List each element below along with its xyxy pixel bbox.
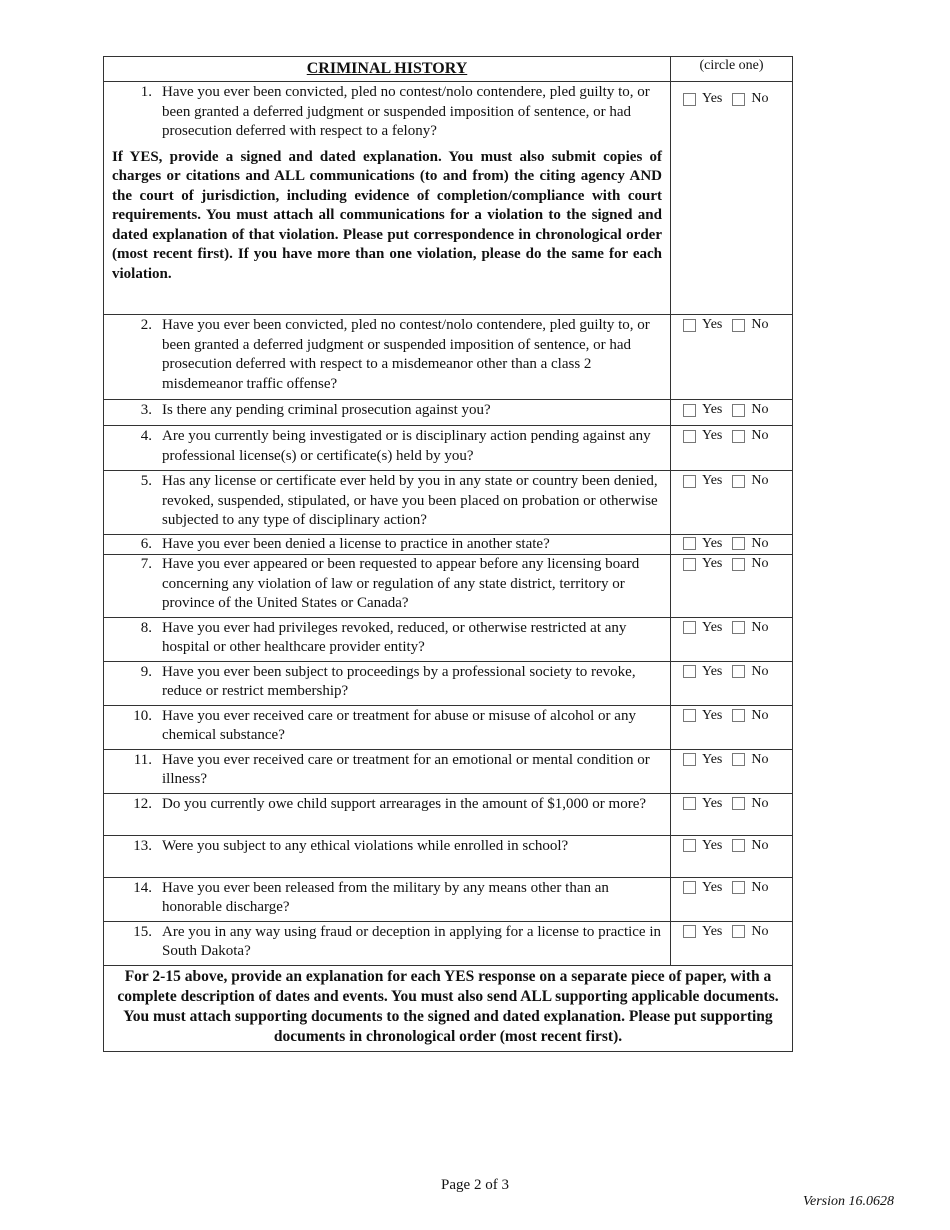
yes-checkbox[interactable] (683, 797, 696, 810)
yes-label: Yes (702, 707, 723, 723)
section-title-cell (104, 57, 671, 82)
question-9-cell (104, 661, 671, 705)
question-9 (110, 663, 664, 702)
question-row-13 (104, 835, 793, 877)
no-label: No (751, 619, 769, 635)
yes-no-choice (683, 879, 792, 897)
yes-checkbox[interactable] (683, 558, 696, 571)
yes-no-choice (683, 619, 792, 637)
question-text: Have you ever been convicted, pled no contest/nolo contendere, pled guilty to, or been granted a deferred judgment or suspended imposition of sentence, or had prosecution deferred with respect to a misdemeanor other than a class 2 misdemeanor traffic offense? (162, 317, 650, 392)
question-15-cell (104, 921, 671, 965)
question-number: 6. (140, 535, 152, 552)
no-checkbox[interactable] (732, 709, 745, 722)
question-row-3 (104, 400, 793, 426)
question-number: 2. (140, 317, 152, 333)
no-checkbox[interactable] (732, 319, 745, 332)
question-number: 1. (140, 84, 152, 100)
answer-cell-4 (671, 426, 793, 471)
yes-checkbox[interactable] (683, 753, 696, 766)
yes-checkbox[interactable] (683, 665, 696, 678)
question-row-5 (104, 471, 793, 535)
question-row-11 (104, 749, 793, 793)
no-label: No (751, 535, 769, 551)
yes-no-choice (683, 401, 792, 419)
question-row-1 (104, 82, 793, 315)
yes-checkbox[interactable] (683, 537, 696, 550)
no-checkbox[interactable] (732, 753, 745, 766)
answer-cell-3 (671, 400, 793, 426)
question-4 (110, 427, 664, 466)
question-11-cell (104, 749, 671, 793)
answer-cell-2 (671, 315, 793, 400)
question-13 (110, 837, 664, 857)
question-12-cell (104, 793, 671, 835)
question-14 (110, 879, 664, 918)
explanation-instructions: For 2-15 above, provide an explanation for each YES response on a separate piece of paper, with a complete description of dates and events. You must also send ALL supporting applicable documents. You must attach supporting documents to the signed and dated explanation. Please put supporting documents in chronological order (most recent first). (104, 965, 793, 1051)
question-row-15 (104, 921, 793, 965)
answer-cell-11 (671, 749, 793, 793)
answer-cell-14 (671, 877, 793, 921)
yes-label: Yes (702, 795, 723, 811)
yes-checkbox[interactable] (683, 404, 696, 417)
question-text: Do you currently owe child support arrearages in the amount of $1,000 or more? (162, 795, 647, 812)
question-number: 3. (140, 402, 152, 418)
question-number: 12. (133, 795, 152, 812)
question-text: Have you ever received care or treatment for an emotional or mental condition or illness? (162, 751, 650, 787)
question-10 (110, 707, 664, 746)
yes-checkbox[interactable] (683, 925, 696, 938)
question-row-2 (104, 315, 793, 400)
answer-cell-6 (671, 534, 793, 555)
question-8 (110, 619, 664, 658)
question-row-6 (104, 534, 793, 555)
no-label: No (751, 473, 769, 488)
question-5 (110, 472, 664, 531)
question-text: Are you in any way using fraud or deception in applying for a license to practice in South Dakota? (162, 923, 662, 959)
yes-no-choice (683, 751, 792, 769)
question-number: 14. (133, 879, 152, 896)
yes-label: Yes (702, 402, 723, 417)
answer-cell-7 (671, 555, 793, 618)
question-row-8 (104, 617, 793, 661)
answer-cell-12 (671, 793, 793, 835)
question-14-cell (104, 877, 671, 921)
answer-cell-1 (671, 82, 793, 315)
yes-checkbox[interactable] (683, 93, 696, 106)
question-row-7 (104, 555, 793, 618)
no-label: No (751, 879, 769, 895)
question-13-cell (104, 835, 671, 877)
yes-label: Yes (702, 923, 723, 939)
no-checkbox[interactable] (732, 665, 745, 678)
question-text: Have you ever appeared or been requested to appear before any licensing board concerning any violation of law or regulation of any state district, territory or province of the United States or Canada? (162, 556, 640, 611)
question-number: 9. (140, 663, 152, 680)
yes-label: Yes (702, 473, 723, 488)
no-checkbox[interactable] (732, 537, 745, 550)
yes-checkbox[interactable] (683, 319, 696, 332)
question-number: 7. (140, 556, 152, 572)
yes-no-choice (683, 90, 792, 108)
question-4-cell (104, 426, 671, 471)
yes-label: Yes (702, 428, 723, 443)
yes-label: Yes (702, 317, 723, 332)
question-8-cell (104, 617, 671, 661)
yes-no-choice (683, 837, 792, 855)
no-label: No (751, 923, 769, 939)
no-label: No (751, 402, 769, 417)
question-3 (110, 401, 664, 421)
yes-no-choice (683, 555, 792, 573)
yes-no-choice (683, 535, 792, 553)
question-text: Have you ever had privileges revoked, reduced, or otherwise restricted at any hospital or other healthcare provider entity? (162, 619, 627, 655)
question-number: 15. (133, 923, 152, 940)
yes-checkbox[interactable] (683, 621, 696, 634)
question-6 (110, 535, 664, 555)
question-text: Have you ever been released from the military by any means other than an honorable discharge? (162, 879, 609, 915)
yes-no-choice (683, 707, 792, 725)
question-row-9 (104, 661, 793, 705)
question-number: 5. (140, 473, 152, 489)
question-number: 8. (140, 619, 152, 636)
criminal-history-table (103, 56, 793, 1052)
answer-cell-15 (671, 921, 793, 965)
question-row-10 (104, 705, 793, 749)
yes-checkbox[interactable] (683, 881, 696, 894)
question-number: 13. (133, 837, 152, 854)
section-title: CRIMINAL HISTORY (306, 60, 468, 77)
answer-cell-5 (671, 471, 793, 535)
header-row (104, 57, 793, 82)
yes-label: Yes (702, 556, 723, 571)
no-checkbox[interactable] (732, 797, 745, 810)
yes-checkbox[interactable] (683, 475, 696, 488)
question-10-cell (104, 705, 671, 749)
question-7-cell (104, 555, 671, 618)
question-text: Have you ever received care or treatment for abuse or misuse of alcohol or any chemical substance? (162, 707, 636, 743)
answer-cell-8 (671, 617, 793, 661)
question-number: 4. (140, 428, 152, 444)
question-1-cell (104, 82, 671, 315)
question-1 (110, 83, 664, 142)
felony-explanation-note: If YES, provide a signed and dated explanation. You must also submit copies of charges or citations and ALL communications (to and from) the citing agency AND the court of jurisdiction, including evidence of completion/compliance with court requirements. You must attach all communications for a violation to the signed and dated explanation of that violation. Please put correspondence in chronological order (most recent first). If you have more than one violation, please do the same for each violation. (112, 148, 662, 282)
answer-cell-9 (671, 661, 793, 705)
no-label: No (751, 837, 769, 853)
question-15 (110, 923, 664, 962)
no-checkbox[interactable] (732, 93, 745, 106)
question-11 (110, 751, 664, 790)
question-row-12 (104, 793, 793, 835)
question-text: Were you subject to any ethical violations while enrolled in school? (162, 837, 569, 854)
no-label: No (751, 795, 769, 811)
yes-no-choice (683, 472, 792, 490)
no-label: No (751, 556, 769, 571)
question-6-cell (104, 534, 671, 555)
no-checkbox[interactable] (732, 475, 745, 488)
no-checkbox[interactable] (732, 430, 745, 443)
yes-label: Yes (702, 751, 723, 767)
question-2 (110, 316, 664, 394)
version-label: Version 16.0628 (803, 1194, 894, 1209)
yes-label: Yes (702, 837, 723, 853)
question-text: Are you currently being investigated or is disciplinary action pending against any professional license(s) or certificate(s) held by you? (162, 428, 651, 464)
no-checkbox[interactable] (732, 404, 745, 417)
no-checkbox[interactable] (732, 881, 745, 894)
yes-no-choice (683, 663, 792, 681)
answer-cell-10 (671, 705, 793, 749)
question-row-4 (104, 426, 793, 471)
no-checkbox[interactable] (732, 621, 745, 634)
question-row-14 (104, 877, 793, 921)
no-label: No (751, 428, 769, 443)
no-label: No (751, 91, 769, 106)
answer-cell-13 (671, 835, 793, 877)
yes-label: Yes (702, 879, 723, 895)
no-label: No (751, 663, 769, 679)
no-checkbox[interactable] (732, 839, 745, 852)
no-checkbox[interactable] (732, 925, 745, 938)
answer-header: (circle one) (671, 57, 793, 82)
question-number: 11. (133, 751, 152, 768)
no-label: No (751, 317, 769, 332)
yes-no-choice (683, 795, 792, 813)
question-2-cell (104, 315, 671, 400)
question-text: Have you ever been convicted, pled no contest/nolo contendere, pled guilty to, or been granted a deferred judgment or suspended imposition of sentence, or had prosecution deferred with respect to a felony? (162, 84, 650, 139)
yes-no-choice (683, 923, 792, 941)
no-checkbox[interactable] (732, 558, 745, 571)
yes-checkbox[interactable] (683, 709, 696, 722)
yes-label: Yes (702, 663, 723, 679)
question-number: 10. (133, 707, 152, 724)
question-12 (110, 795, 664, 815)
yes-no-choice (683, 427, 792, 445)
question-text: Is there any pending criminal prosecution against you? (162, 402, 491, 418)
question-text: Have you ever been denied a license to practice in another state? (162, 535, 550, 552)
question-7 (110, 555, 664, 614)
yes-label: Yes (702, 535, 723, 551)
yes-checkbox[interactable] (683, 839, 696, 852)
yes-no-choice (683, 316, 792, 334)
yes-label: Yes (702, 619, 723, 635)
yes-label: Yes (702, 91, 723, 106)
question-text: Has any license or certificate ever held by you in any state or country been denied, revoked, suspended, stipulated, or have you been placed on probation or otherwise subjected to any type of disciplinary action? (162, 473, 658, 528)
no-label: No (751, 707, 769, 723)
question-text: Have you ever been subject to proceedings by a professional society to revoke, reduce or restrict membership? (162, 663, 636, 699)
question-3-cell (104, 400, 671, 426)
page-number: Page 2 of 3 (441, 1177, 509, 1193)
question-5-cell (104, 471, 671, 535)
yes-checkbox[interactable] (683, 430, 696, 443)
final-note-row (104, 965, 793, 1051)
no-label: No (751, 751, 769, 767)
